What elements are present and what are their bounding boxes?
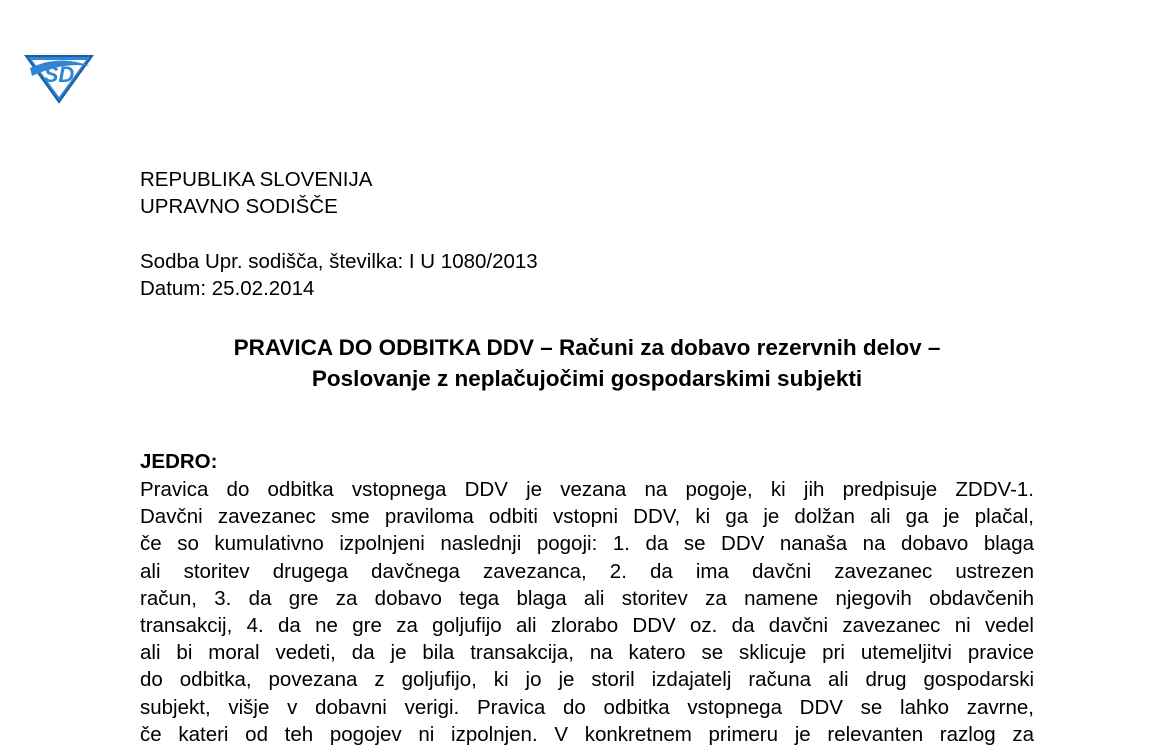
court-logo [22, 48, 96, 106]
logo-letters: SD [43, 62, 75, 87]
country-line: REPUBLIKA SLOVENIJA [140, 168, 373, 191]
paragraph-line: do odbitka, povezana z goljufijo, ki jo je storil izdajatelj računa ali drug gospodarski [140, 668, 1034, 692]
summary-paragraph [140, 476, 1034, 748]
case-number: Sodba Upr. sodišča, številka: I U 1080/2013 [140, 250, 538, 273]
paragraph-line: če kateri od teh pogojev ni izpolnjen. V konkretnem primeru je relevanten razlog za [140, 722, 1034, 746]
paragraph-line: ali storitev drugega davčnega zavezanca, 2. da ima davčni zavezanec ustrezen [140, 559, 1034, 583]
paragraph-line: če so kumulativno izpolnjeni naslednji pogoji: 1. da se DDV nanaša na dobavo blaga [140, 532, 1034, 556]
paragraph-line: ali bi moral vedeti, da je bila transakcija, na katero se sklicuje pri utemeljitvi pravice [140, 641, 1034, 665]
paragraph-line: subjekt, višje v dobavni verigi. Pravica do odbitka vstopnega DDV se lahko zavrne, [140, 695, 1034, 719]
decision-date: Datum: 25.02.2014 [140, 277, 315, 300]
court-line: UPRAVNO SODIŠČE [140, 195, 338, 218]
paragraph-line: račun, 3. da gre za dobavo tega blaga ali storitev za namene njegovih obdavčenih [140, 586, 1034, 610]
title-line-1: PRAVICA DO ODBITKA DDV – Računi za dobavo rezervnih delov – [233, 335, 941, 360]
case-meta [140, 248, 538, 302]
document-title [140, 332, 1034, 394]
section-heading: JEDRO: [140, 450, 218, 473]
sd-shield-icon [22, 48, 96, 106]
paragraph-line: Pravica do odbitka vstopnega DDV je vezana na pogoje, ki jih predpisuje ZDDV-1. [140, 478, 1034, 501]
paragraph-line: Davčni zavezanec sme praviloma odbiti vstopni DDV, ki ga je dolžan ali ga je plačal, [140, 505, 1034, 529]
title-line-2: Poslovanje z neplačujočimi gospodarskimi subjekti [311, 366, 863, 391]
paragraph-line: transakcij, 4. da ne gre za goljufijo ali zlorabo DDV oz. da davčni zavezanec ni vedel [140, 614, 1034, 638]
document-header [140, 166, 372, 220]
